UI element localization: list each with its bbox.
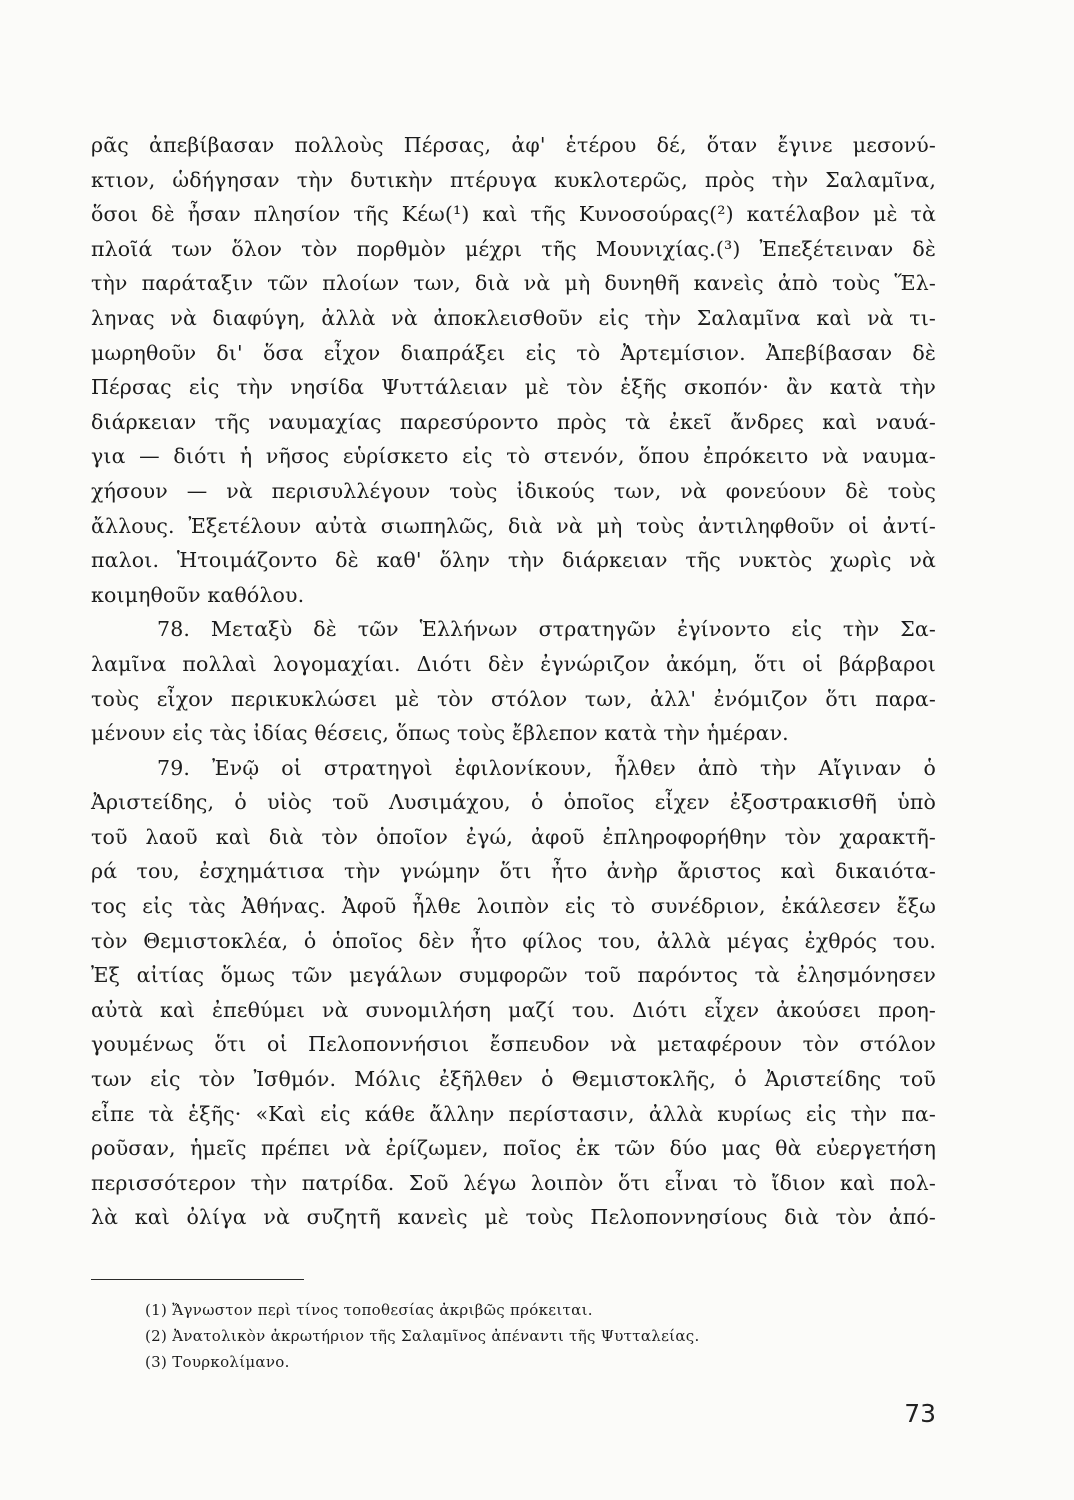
text-line: Ἐξ αἰτίας ὅμως τῶν μεγάλων συμφορῶν τοῦ παρόντος τὰ ἐλησμόνησεν — [91, 963, 936, 988]
text-line: περισσότερον τὴν πατρίδα. Σοῦ λέγω λοιπὸν ὅτι εἶναι τὸ ἴδιον καὶ πολ- — [91, 1170, 936, 1195]
text-line: παλοι. Ἡτοιμάζοντο δὲ καθ' ὅλην τὴν διάρκειαν τῆς νυκτὸς χωρὶς νὰ — [91, 548, 936, 573]
text-line: τοὺς εἶχον περικυκλώσει μὲ τὸν στόλον των, ἀλλ' ἐνόμιζον ὅτι παρα- — [91, 686, 936, 711]
text-line: ρᾶς ἀπεβίβασαν πολλοὺς Πέρσας, ἀφ' ἑτέρου δέ, ὅταν ἔγινε μεσονύ- — [91, 133, 936, 157]
text-line: ὅσοι δὲ ἦσαν πλησίον τῆς Κέω(¹) καὶ τῆς Κυνοσούρας(²) κατέλαβον μὲ τὰ — [91, 202, 936, 227]
main-text-block — [91, 128, 936, 1235]
footnote-divider — [91, 1279, 304, 1280]
paragraph-end-line: κοιμηθοῦν καθόλου. — [91, 582, 305, 607]
footnote-2: (2) Ἀνατολικὸν ἀκρωτήριον τῆς Σαλαμῖνος ἀπέναντι τῆς Ψυτταλείας. — [145, 1327, 700, 1345]
text-line: για — διότι ἡ νῆσος εὑρίσκετο εἰς τὸ στενόν, ὅπου ἐπρόκειτο νὰ ναυμα- — [91, 444, 936, 469]
text-line: ἄλλους. Ἐξετέλουν αὐτὰ σιωπηλῶς, διὰ νὰ μὴ τοὺς ἀντιληφθοῦν οἱ ἀντί- — [91, 513, 936, 538]
page-number: 73 — [904, 1399, 936, 1428]
text-line: μωρηθοῦν δι' ὅσα εἶχον διαπράξει εἰς τὸ Ἀρτεμίσιον. Ἀπεβίβασαν δὲ — [91, 340, 936, 365]
text-line: τοῦ λαοῦ καὶ διὰ τὸν ὁποῖον ἐγώ, ἀφοῦ ἐπληροφορήθην τὸν χαρακτῆ- — [91, 824, 936, 849]
text-line: εἶπε τὰ ἑξῆς· «Καὶ εἰς κάθε ἄλλην περίστασιν, ἀλλὰ κυρίως εἰς τὴν πα- — [91, 1101, 936, 1126]
section-78-start-line: 78. Μεταξὺ δὲ τῶν Ἑλλήνων στρατηγῶν ἐγίνοντο εἰς τὴν Σα- — [157, 617, 936, 642]
text-line: αὐτὰ καὶ ἐπεθύμει νὰ συνομιλήση μαζί του. Διότι εἶχεν ἀκούσει προη- — [91, 997, 936, 1022]
text-line: διάρκειαν τῆς ναυμαχίας παρεσύροντο πρὸς τὰ ἐκεῖ ἄνδρες καὶ ναυά- — [91, 409, 936, 434]
text-line: τὸν Θεμιστοκλέα, ὁ ὁποῖος δὲν ἦτο φίλος του, ἀλλὰ μέγας ἐχθρός του. — [91, 928, 936, 953]
text-line: λὰ καὶ ὀλίγα νὰ συζητῆ κανεὶς μὲ τοὺς Πελοποννησίους διὰ τὸν ἀπό- — [91, 1205, 936, 1230]
text-line: κτιον, ὡδήγησαν τὴν δυτικὴν πτέρυγα κυκλοτερῶς, πρὸς τὴν Σαλαμῖνα, — [91, 167, 936, 192]
text-line: τος εἰς τὰς Ἀθήνας. Ἀφοῦ ἦλθε λοιπὸν εἰς τὸ συνέδριον, ἐκάλεσεν ἔξω — [91, 894, 936, 919]
section-79-start-line: 79. Ἐνῷ οἱ στρατηγοὶ ἐφιλονίκουν, ἦλθεν ἀπὸ τὴν Αἴγιναν ὁ — [157, 755, 936, 780]
text-line: Πέρσας εἰς τὴν νησίδα Ψυττάλειαν μὲ τὸν ἑξῆς σκοπόν· ἂν κατὰ τὴν — [91, 375, 936, 400]
text-line: τὴν παράταξιν τῶν πλοίων των, διὰ νὰ μὴ δυνηθῆ κανεὶς ἀπὸ τοὺς Ἕλ- — [91, 271, 936, 296]
footnote-1: (1) Ἄγνωστον περὶ τίνος τοποθεσίας ἀκριβῶς πρόκειται. — [145, 1301, 593, 1319]
text-line: ληνας νὰ διαφύγη, ἀλλὰ νὰ ἀποκλεισθοῦν εἰς τὴν Σαλαμῖνα καὶ νὰ τι- — [91, 305, 936, 330]
text-line: πλοῖά των ὅλον τὸν πορθμὸν μέχρι τῆς Μουνιχίας.(³) Ἐπεξέτειναν δὲ — [91, 236, 936, 261]
text-line: των εἰς τὸν Ἰσθμόν. Μόλις ἐξῆλθεν ὁ Θεμιστοκλῆς, ὁ Ἀριστείδης τοῦ — [91, 1067, 936, 1092]
footnote-3: (3) Τουρκολίμανο. — [145, 1353, 290, 1371]
text-line: λαμῖνα πολλαὶ λογομαχίαι. Διότι δὲν ἐγνώριζον ἀκόμη, ὅτι οἱ βάρβαροι — [91, 651, 936, 676]
footnotes-block — [145, 1297, 925, 1375]
text-line: χήσουν — νὰ περισυλλέγουν τοὺς ἰδικούς των, νὰ φονεύουν δὲ τοὺς — [91, 478, 936, 503]
text-line: Ἀριστείδης, ὁ υἱὸς τοῦ Λυσιμάχου, ὁ ὁποῖος εἶχεν ἐξοστρακισθῆ ὑπὸ — [91, 790, 936, 815]
text-line: γουμένως ὅτι οἱ Πελοποννήσιοι ἔσπευδον νὰ μεταφέρουν τὸν στόλον — [91, 1032, 936, 1057]
text-line: ροῦσαν, ἡμεῖς πρέπει νὰ ἐρίζωμεν, ποῖος ἐκ τῶν δύο μας θὰ εὐεργετήση — [91, 1136, 936, 1161]
text-line: ρά του, ἐσχημάτισα τὴν γνώμην ὅτι ἦτο ἀνὴρ ἄριστος καὶ δικαιότα- — [91, 859, 936, 884]
paragraph-end-line: μένουν εἰς τὰς ἰδίας θέσεις, ὅπως τοὺς ἔβλεπον κατὰ τὴν ἡμέραν. — [91, 721, 789, 746]
